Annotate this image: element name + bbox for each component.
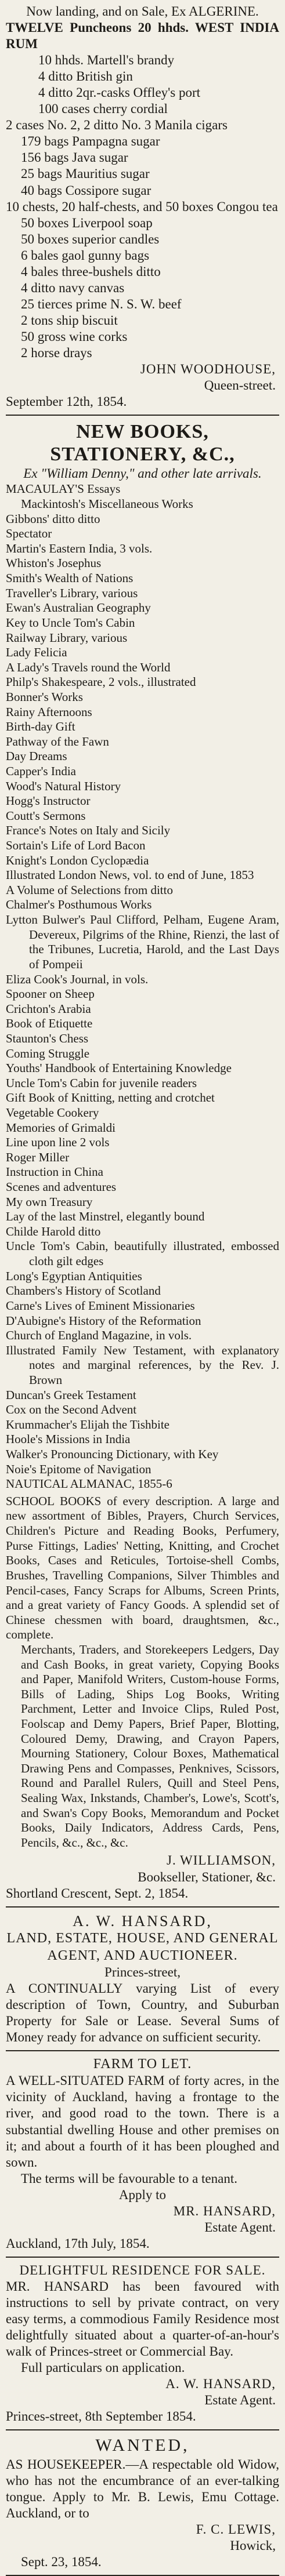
list-item: A Volume of Selections from ditto: [6, 882, 173, 897]
list-item: 4 bales three-bushels ditto: [21, 264, 161, 279]
list-item: 4 ditto 2qr.-casks Offley's port: [38, 85, 201, 100]
ad-date: September 12th, 1854.: [6, 394, 127, 409]
list-item: Illustrated London News, vol. to end of June, 1853: [6, 868, 254, 882]
list-item: 2 tons ship biscuit: [21, 313, 118, 328]
list-item: 156 bags Java sugar: [21, 150, 128, 165]
list-item: Walker's Pronouncing Dictionary, with Key: [6, 1447, 219, 1462]
list-item: 25 bags Mauritius sugar: [21, 166, 150, 181]
list-item: Noie's Epitome of Navigation: [6, 1462, 151, 1476]
list-item: NAUTICAL ALMANAC, 1855-6: [6, 1477, 172, 1491]
list-item: Childe Harold ditto: [6, 1224, 101, 1238]
list-item: Carne's Lives of Eminent Missionaries: [6, 1298, 195, 1313]
list-item: Rainy Afternoons: [6, 704, 92, 719]
list-item: Hoole's Missions in India: [6, 1432, 131, 1447]
ad-algerine: [6, 3, 279, 410]
list-item: Railway Library, various: [6, 630, 128, 645]
ad-headline: WANTED,: [95, 2436, 190, 2455]
list-item: 179 bags Pampagna sugar: [21, 134, 160, 149]
ad-farm-to-let: [6, 2056, 279, 2252]
ad-headline: NEW BOOKS, STATIONERY, &C.,: [50, 421, 235, 466]
list-item: 2 cases No. 2, 2 ditto No. 3 Manila cigars: [6, 118, 228, 133]
goods-list: [6, 52, 279, 361]
list-item: Smith's Wealth of Nations: [6, 571, 134, 586]
list-item: Coming Struggle: [6, 1046, 90, 1060]
list-item: 100 cases cherry cordial: [38, 101, 168, 117]
list-item: Instruction in China: [6, 1165, 103, 1179]
list-item: Duncan's Greek Testament: [6, 1387, 136, 1402]
list-item: Roger Miller: [6, 1150, 70, 1164]
list-item: Eliza Cook's Journal, in vols.: [6, 972, 149, 986]
ad-body-2: Merchants, Traders, and Storekeepers Ledgers, Day and Cash Books, in great variety, Copying Books and Paper, Manifold Writers, Custom-house Forms, Bills of Lading, Ships Log Books, Writing Parchment, Letter and Invoice Clips, Ruled Post, Foolscap and Demy Papers, Brief Paper, Blotting, Coloured Demy, Drawing, and Crayon Papers, Mourning Stationery, Colour Boxes, Mathematical Drawing Pens and Compasses, Penknives, Scissors, Round and Parallel Rulers, Quill and Steel Pens, Sealing Wax, Inkstands, Chamber's, Lowe's, Scott's, and Swan's Copy Books, Memorandum and Pocket Books, Daily Indicators, Address Cards, Pens, Pencils, &c., &c., &c.: [21, 1642, 279, 1850]
list-item: 4 ditto navy canvas: [21, 280, 125, 295]
list-item: Crichton's Arabia: [6, 1001, 91, 1016]
list-item: Lytton Bulwer's Paul Clifford, Pelham, Eugene Aram, Devereux, Pilgrims of the Rhine, Rienzi, the last of the Tribunes, Lucretia, Harold, and the Last Days of Pompeii: [6, 913, 279, 971]
list-item: Long's Egyptian Antiquities: [6, 1269, 142, 1283]
ad-apply: Apply to: [118, 2187, 167, 2202]
list-item: Cox on the Second Advent: [6, 1403, 137, 1417]
ad-headline: DELIGHTFUL RESIDENCE FOR SALE.: [19, 2262, 266, 2277]
list-item: Capper's India: [6, 764, 76, 778]
ad-headline: Now landing, and on Sale, Ex ALGERINE.: [26, 4, 259, 19]
list-item: Martin's Eastern India, 3 vols.: [6, 541, 153, 555]
list-item: 25 tierces prime N. S. W. beef: [21, 296, 182, 311]
list-item: Illustrated Family New Testament, with explanatory notes and marginal references, by the Rev. J. Brown: [6, 1343, 279, 1387]
list-item: Traveller's Library, various: [6, 586, 138, 600]
list-item: 6 bales gaol gunny bags: [21, 248, 150, 263]
list-item: Lay of the last Minstrel, elegantly bound: [6, 1209, 205, 1224]
ad-body: A CONTINUALLY varying List of every description of Town, Country, and Suburban Property for Sale or Lease. Several Sums of Money ready for advance on sufficient security.: [6, 1981, 279, 2045]
ad-body: A WELL-SITUATED FARM of forty acres, in the vicinity of Auckland, having a frontage to the river, and good road to the town. There is a substantial dwelling House and other premises on it; and about a fourth of it has been ploughed and sown.: [6, 2073, 279, 2170]
ad-body-2: The terms will be favourable to a tenant.: [21, 2171, 237, 2186]
ad-signature-role: Estate Agent.: [204, 2219, 276, 2235]
list-item: Philp's Shakespeare, 2 vols., illustrated: [6, 675, 196, 689]
book-list: [6, 482, 279, 1491]
ad-signature-place: Howick,: [230, 2538, 276, 2553]
list-item: Book of Etiquette: [6, 1016, 93, 1031]
divider: [6, 2429, 279, 2430]
ad-subhead: LAND, ESTATE, HOUSE, AND GENERAL: [6, 1931, 279, 1946]
ad-wanted-housekeeper: [6, 2435, 279, 2570]
ad-headline: A. W. HANSARD,: [73, 1912, 212, 1930]
list-item: 40 bags Cossipore sugar: [21, 183, 151, 198]
list-item: Wood's Natural History: [6, 779, 121, 793]
ad-residence-for-sale: [6, 2262, 279, 2425]
list-item: 4 ditto British gin: [38, 69, 133, 84]
list-item: Day Dreams: [6, 749, 67, 764]
list-item: Uncle Tom's Cabin for juvenile readers: [6, 1076, 197, 1090]
list-item: Gibbons' ditto ditto: [6, 511, 100, 526]
list-item: France's Notes on Italy and Sicily: [6, 823, 171, 838]
list-item: Spectator: [6, 526, 52, 541]
list-item: Pathway of the Fawn: [6, 734, 109, 749]
list-item: Line upon line 2 vols: [6, 1135, 110, 1150]
list-item: Youths' Handbook of Entertaining Knowledge: [6, 1061, 232, 1076]
list-item: Whiston's Josephus: [6, 556, 102, 571]
list-item: Sortain's Life of Lord Bacon: [6, 838, 146, 853]
ad-date: Sept. 23, 1854.: [21, 2555, 102, 2570]
ad-signature: J. WILLIAMSON,: [167, 1853, 276, 1868]
ad-signature: MR. HANSARD,: [173, 2203, 276, 2218]
list-item: D'Aubigne's History of the Reformation: [6, 1313, 201, 1328]
list-item: Birth-day Gift: [6, 720, 75, 734]
list-item: Ewan's Australian Geography: [6, 601, 151, 615]
list-item: 10 chests, 20 half-chests, and 50 boxes Congou tea: [6, 199, 278, 214]
list-item: Chalmer's Posthumous Works: [6, 898, 152, 912]
ad-signature-role: Bookseller, Stationer, &c.: [138, 1869, 276, 1884]
ad-subhead-2: AGENT, AND AUCTIONEER.: [47, 1948, 238, 1963]
ad-signature: F. C. LEWIS,: [196, 2522, 276, 2537]
list-item: 10 hhds. Martell's brandy: [38, 53, 175, 68]
ad-place: Princes-street,: [104, 1964, 181, 1979]
list-item: A Lady's Travels round the World: [6, 660, 171, 674]
ad-body: SCHOOL BOOKS of every description. A large and new assortment of Bibles, Prayers, Church Services, Children's Picture and Reading Books, Perfumery, Purse Fittings, Ladies' Netting, Knitting, and Crochet Books, Cases and Reticules, Tortoise-shell Combs, Brushes, Travelling Companions, Silver Thimbles and Pencil-cases, Fancy Scraps for Albums, Screen Prints, and a great variety of Fancy Goods. A splendid set of Chinese chessmen with board, draughtsmen, &c., complete.: [6, 1494, 279, 1642]
ad-date: Princes-street, 8th September 1854.: [6, 2409, 196, 2424]
list-item: 50 gross wine corks: [21, 329, 128, 344]
divider: [6, 415, 279, 416]
divider: [6, 1906, 279, 1908]
list-item: MACAULAY'S Essays: [6, 482, 121, 496]
ad-date: Auckland, 17th July, 1854.: [6, 2236, 150, 2251]
ad-body: AS HOUSEKEEPER.—A respectable old Widow, who has not the encumbrance of an ever-talking tongue. Apply to Mr. B. Lewis, Emu Cottage. Auckland, or to: [6, 2457, 279, 2521]
list-item: Memories of Grimaldi: [6, 1120, 116, 1135]
divider: [6, 2257, 279, 2258]
list-item: My own Treasury: [6, 1194, 93, 1209]
list-item: 50 boxes superior candles: [21, 231, 160, 246]
list-item: Gift Book of Knitting, netting and crotchet: [6, 1091, 215, 1105]
ad-signature: A. W. HANSARD,: [165, 2377, 276, 2392]
list-item: Coutt's Sermons: [6, 808, 86, 823]
divider: [6, 2050, 279, 2051]
ad-headline: FARM TO LET.: [93, 2057, 192, 2072]
list-item: Key to Uncle Tom's Cabin: [6, 615, 135, 630]
list-item: Uncle Tom's Cabin, beautifully illustrated, embossed cloth gilt edges: [6, 1239, 279, 1269]
list-item: Krummacher's Elijah the Tishbite: [6, 1417, 170, 1431]
ad-signature-role: Estate Agent.: [204, 2393, 276, 2408]
ad-hansard-agent: [6, 1912, 279, 2045]
list-item: 50 boxes Liverpool soap: [21, 215, 153, 230]
ad-new-books: [6, 420, 279, 1901]
list-item: Church of England Magazine, in vols.: [6, 1328, 192, 1343]
list-item: Chambers's History of Scotland: [6, 1284, 161, 1298]
ad-lead: TWELVE Puncheons 20 hhds. WEST INDIA RUM: [6, 20, 279, 52]
ad-body-2: Full particulars on application.: [21, 2360, 185, 2375]
list-item: Mackintosh's Miscellaneous Works: [21, 497, 193, 511]
list-item: Staunton's Chess: [6, 1031, 89, 1045]
list-item: Scenes and adventures: [6, 1180, 117, 1194]
list-item: Bonner's Works: [6, 689, 83, 704]
ad-signature-place: Queen-street.: [204, 378, 276, 393]
list-item: Knight's London Cyclopædia: [6, 853, 149, 867]
list-item: Lady Felicia: [6, 645, 67, 660]
ad-signature: JOHN WOODHOUSE,: [140, 362, 276, 377]
list-item: Hogg's Instructor: [6, 794, 91, 808]
ad-subhead: Ex "William Denny," and other late arrivals.: [23, 466, 262, 481]
list-item: 2 horse drays: [21, 345, 92, 360]
list-item: Spooner on Sheep: [6, 987, 95, 1001]
list-item: Vegetable Cookery: [6, 1106, 99, 1120]
ad-date: Shortland Crescent, Sept. 2, 1854.: [6, 1885, 189, 1901]
ad-body: MR. HANSARD has been favoured with instructions to sell by private contract, on very easy terms, a commodious Family Residence most delightfully situated about a quarter-of-an-hour's walk of Princes-street or Commercial Bay.: [6, 2279, 279, 2359]
